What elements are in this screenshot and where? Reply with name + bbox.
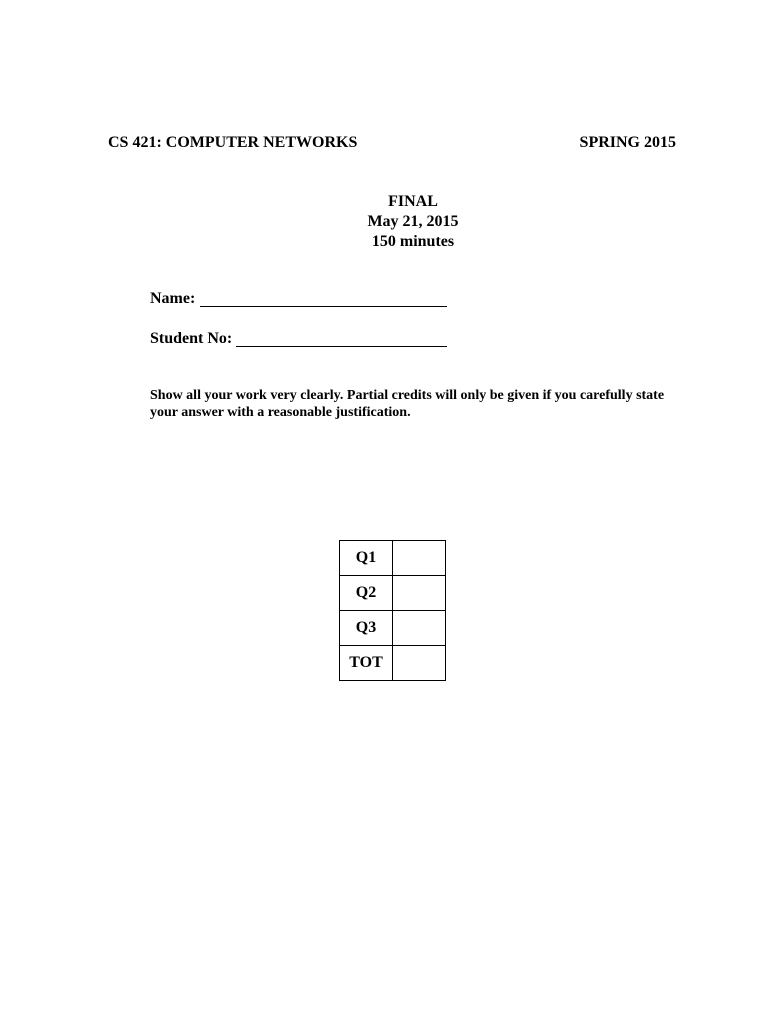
table-row [340,611,446,646]
score-cell-q1[interactable] [393,541,446,576]
score-label-q3: Q3 [340,611,393,646]
instructions-text: Show all your work very clearly. Partial credits will only be given if you carefully state your answer with a reasonable justification. [150,388,665,420]
student-no-label: Student No: [150,330,233,347]
term-label: SPRING 2015 [579,134,676,151]
table-row [340,576,446,611]
exam-type: FINAL [388,193,438,210]
exam-duration: 150 minutes [371,233,455,250]
name-field[interactable] [150,289,195,309]
exam-date: May 21, 2015 [367,213,459,230]
score-cell-q3[interactable] [393,611,446,646]
score-label-total: TOT [340,646,393,681]
student-no-blank-line[interactable] [236,346,447,347]
exam-info [0,192,768,252]
score-table [339,540,446,681]
table-row [340,646,446,681]
student-no-field[interactable] [150,329,232,349]
score-cell-q2[interactable] [393,576,446,611]
score-label-q2: Q2 [340,576,393,611]
score-cell-total[interactable] [393,646,446,681]
name-blank-line[interactable] [200,306,447,307]
score-label-q1: Q1 [340,541,393,576]
name-label: Name: [150,290,196,307]
table-row [340,541,446,576]
course-title: CS 421: COMPUTER NETWORKS [108,134,358,151]
